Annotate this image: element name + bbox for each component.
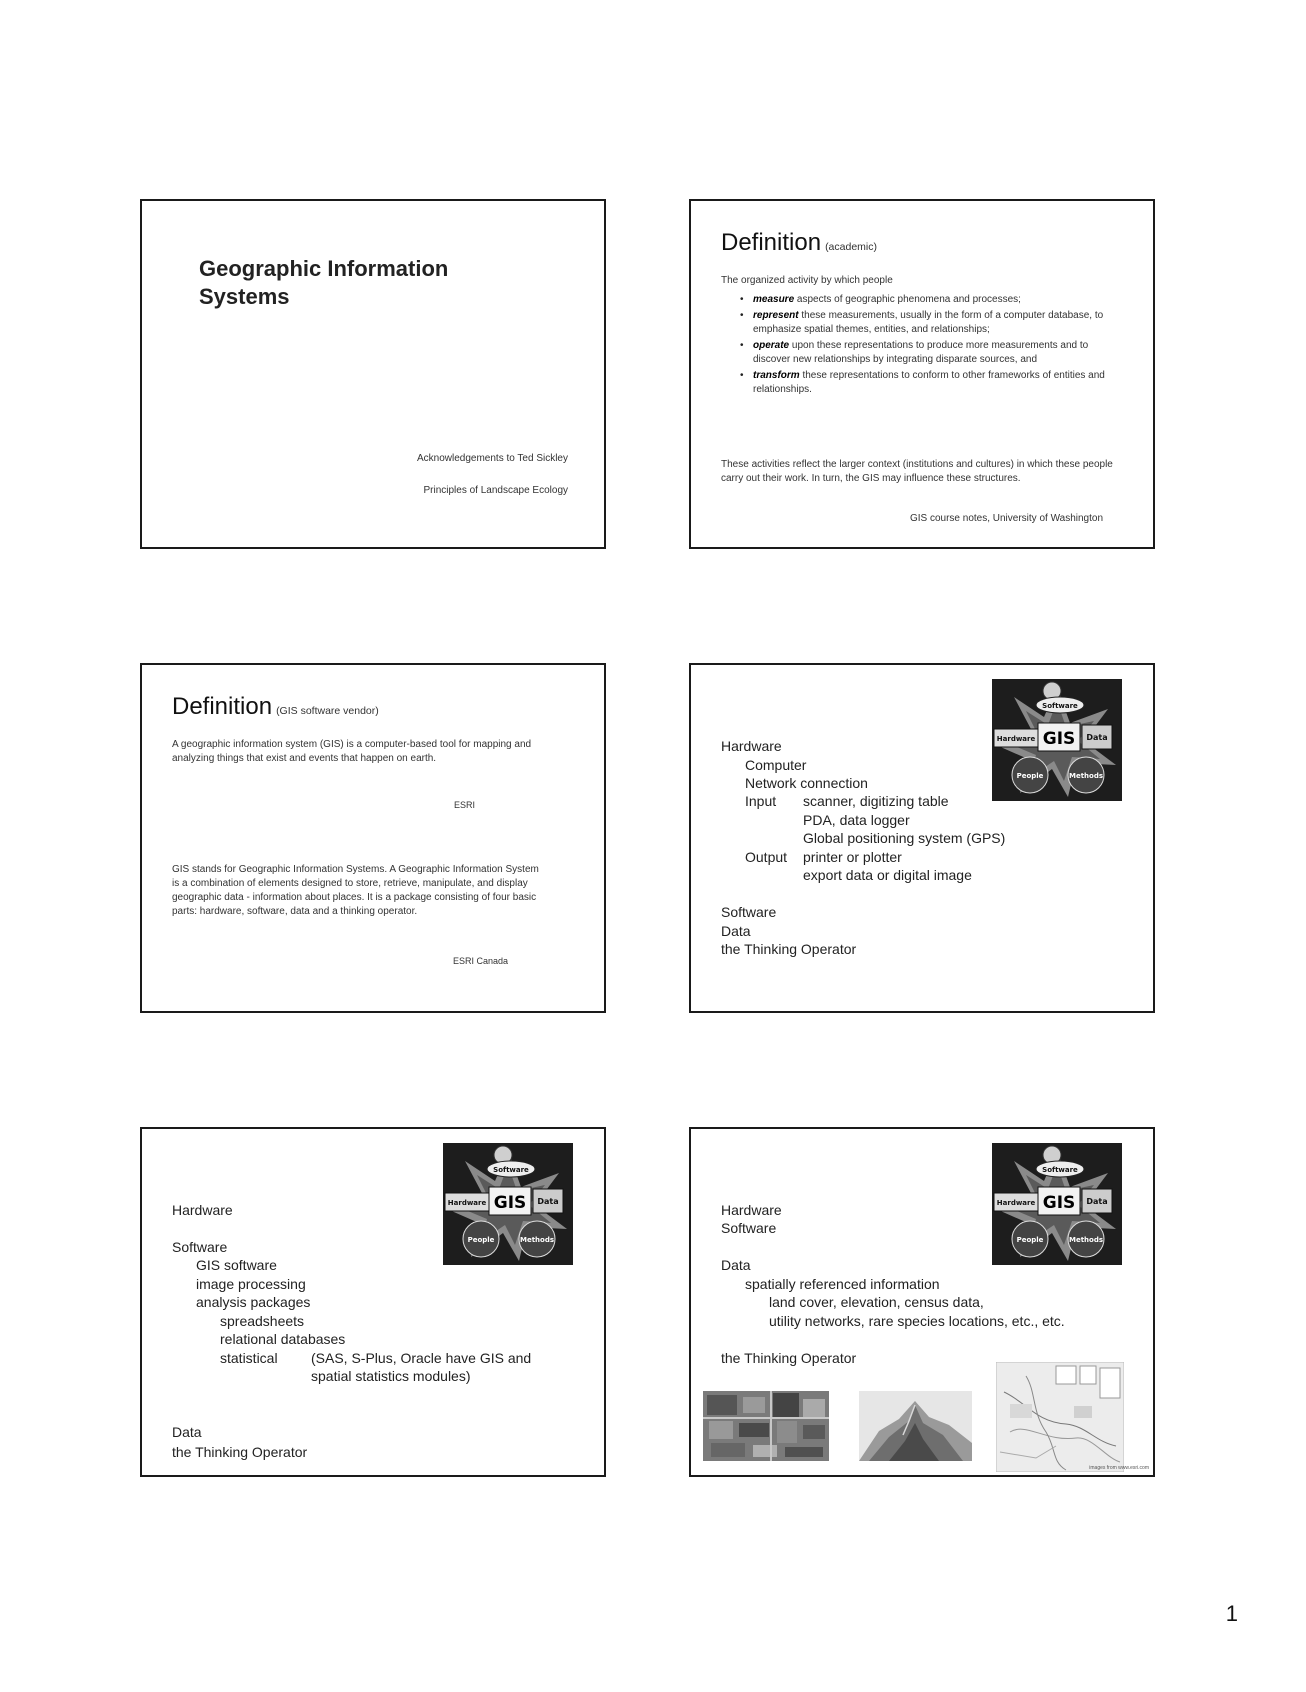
logo-hardware-label: Hardware [996, 735, 1036, 743]
gis-components-logo [992, 679, 1122, 801]
output-item-1: printer or plotter [803, 849, 902, 865]
logo-people-label: People [467, 1236, 495, 1244]
logo-people-label: People [1016, 772, 1044, 780]
list-item [737, 309, 1109, 337]
heading-text: Definition [172, 693, 273, 720]
logo-data-label: Data [537, 1197, 559, 1206]
output-label: Output [745, 849, 788, 865]
logo-hardware-label: Hardware [996, 1199, 1036, 1207]
data-heading: Data [172, 1424, 202, 1440]
hardware-heading: Hardware [172, 1202, 233, 1218]
software-heading: Software [721, 904, 777, 920]
logo-methods-label: Methods [519, 1236, 555, 1244]
title-line-2: Systems [199, 284, 290, 309]
logo-gis-label: GIS [1042, 729, 1076, 749]
input-label: Input [745, 793, 777, 809]
list-item [737, 369, 1109, 397]
spatial-info-item: spatially referenced information [745, 1276, 940, 1292]
logo-data-label: Data [1086, 733, 1108, 742]
bullet-keyword: transform [753, 370, 800, 381]
input-item-1: scanner, digitizing table [803, 793, 949, 809]
input-item-3: Global positioning system (GPS) [803, 830, 1006, 846]
operator-heading: the Thinking Operator [721, 1350, 857, 1366]
slide-2-heading [721, 229, 877, 257]
gis-components-logo [443, 1143, 573, 1265]
slide-6-data [689, 1127, 1155, 1477]
elevation-model-image [859, 1391, 972, 1461]
statistical-item: statistical [220, 1350, 278, 1366]
logo-hardware-label: Hardware [447, 1199, 487, 1207]
logo-methods-label: Methods [1068, 772, 1104, 780]
gis-components-logo [992, 1143, 1122, 1265]
image-credit: images from www.esri.com [1089, 1465, 1149, 1471]
statistical-note-2: spatial statistics modules) [311, 1368, 471, 1384]
gis-software-item: GIS software [196, 1257, 277, 1273]
input-item-2: PDA, data logger [803, 812, 910, 828]
output-item-2: export data or digital image [803, 867, 972, 883]
spreadsheets-item: spreadsheets [220, 1313, 305, 1329]
esri-definition: A geographic information system (GIS) is a computer-based tool for mapping and analyzing things that exist and events that happen on earth. [172, 739, 532, 764]
definition-source: GIS course notes, University of Washington [909, 513, 1103, 524]
bullet-keyword: measure [753, 294, 795, 305]
computer-item: Computer [745, 757, 807, 773]
acknowledgement: Acknowledgements to Ted Sickley [416, 453, 568, 464]
slide-1-title [140, 199, 606, 549]
logo-data-label: Data [1086, 1197, 1108, 1206]
analysis-packages-item: analysis packages [196, 1294, 311, 1310]
logo-methods-label: Methods [1068, 1236, 1104, 1244]
heading-text: Definition [721, 229, 822, 256]
data-examples-2: utility networks, rare species locations, etc., etc. [769, 1313, 1065, 1329]
page-number: 1 [1225, 1601, 1238, 1626]
heading-subtitle: (GIS software vendor) [276, 705, 379, 717]
definition-bullets [737, 293, 1109, 399]
bullet-keyword: represent [753, 310, 799, 321]
logo-software-label: Software [493, 1166, 529, 1174]
list-item [737, 293, 1109, 307]
esri-canada-definition: GIS stands for Geographic Information Systems. A Geographic Information System is a combination of elements designed to store, retrieve, manipulate, and display geographic data - information about places. It is a package consisting of four basic parts: hardware, software, data and a thinking operator. [172, 864, 539, 917]
logo-software-label: Software [1042, 702, 1078, 710]
list-item [737, 339, 1109, 367]
slide-2-academic-definition [689, 199, 1155, 549]
relational-databases-item: relational databases [220, 1331, 346, 1347]
software-heading: Software [721, 1220, 777, 1236]
slide-1-title-text [199, 255, 448, 311]
esri-source: ESRI [454, 800, 476, 810]
slide-3-heading [172, 693, 379, 721]
logo-software-label: Software [1042, 1166, 1078, 1174]
bullet-text: these measurements, usually in the form of a computer database, to emphasize spatial themes, entities, and relationships; [753, 310, 1104, 335]
slide-5-software [140, 1127, 606, 1477]
bullet-text: aspects of geographic phenomena and processes; [794, 294, 1021, 305]
census-map-image [996, 1362, 1124, 1472]
data-heading: Data [721, 1257, 751, 1273]
esri-canada-source: ESRI Canada [453, 956, 509, 966]
title-line-1: Geographic Information [199, 256, 449, 281]
heading-subtitle: (academic) [825, 241, 877, 253]
slide-4-hardware [689, 663, 1155, 1013]
hardware-heading: Hardware [721, 738, 782, 754]
operator-heading: the Thinking Operator [721, 941, 857, 957]
bullet-keyword: operate [753, 340, 790, 351]
course-name: Principles of Landscape Ecology [423, 485, 568, 496]
data-examples-1: land cover, elevation, census data, [769, 1294, 984, 1310]
image-processing-item: image processing [196, 1276, 306, 1292]
definition-intro: The organized activity by which people [721, 275, 893, 286]
aerial-photo-image [703, 1391, 829, 1461]
definition-closing: These activities reflect the larger context (institutions and cultures) in which these people carry out their work. In turn, the GIS may influence these structures. [721, 459, 1113, 484]
network-item: Network connection [745, 775, 868, 791]
data-heading: Data [721, 923, 751, 939]
slide-3-vendor-definition [140, 663, 606, 1013]
logo-people-label: People [1016, 1236, 1044, 1244]
bullet-text: these representations to conform to other frameworks of entities and relationships. [753, 370, 1105, 395]
logo-gis-label: GIS [493, 1193, 527, 1213]
statistical-note-1: (SAS, S-Plus, Oracle have GIS and [311, 1350, 532, 1366]
operator-heading: the Thinking Operator [172, 1444, 308, 1460]
hardware-heading: Hardware [721, 1202, 782, 1218]
logo-gis-label: GIS [1042, 1193, 1076, 1213]
bullet-text: upon these representations to produce more measurements and to discover new relationships by integrating disparate sources, and [753, 340, 1089, 365]
software-heading: Software [172, 1239, 228, 1255]
